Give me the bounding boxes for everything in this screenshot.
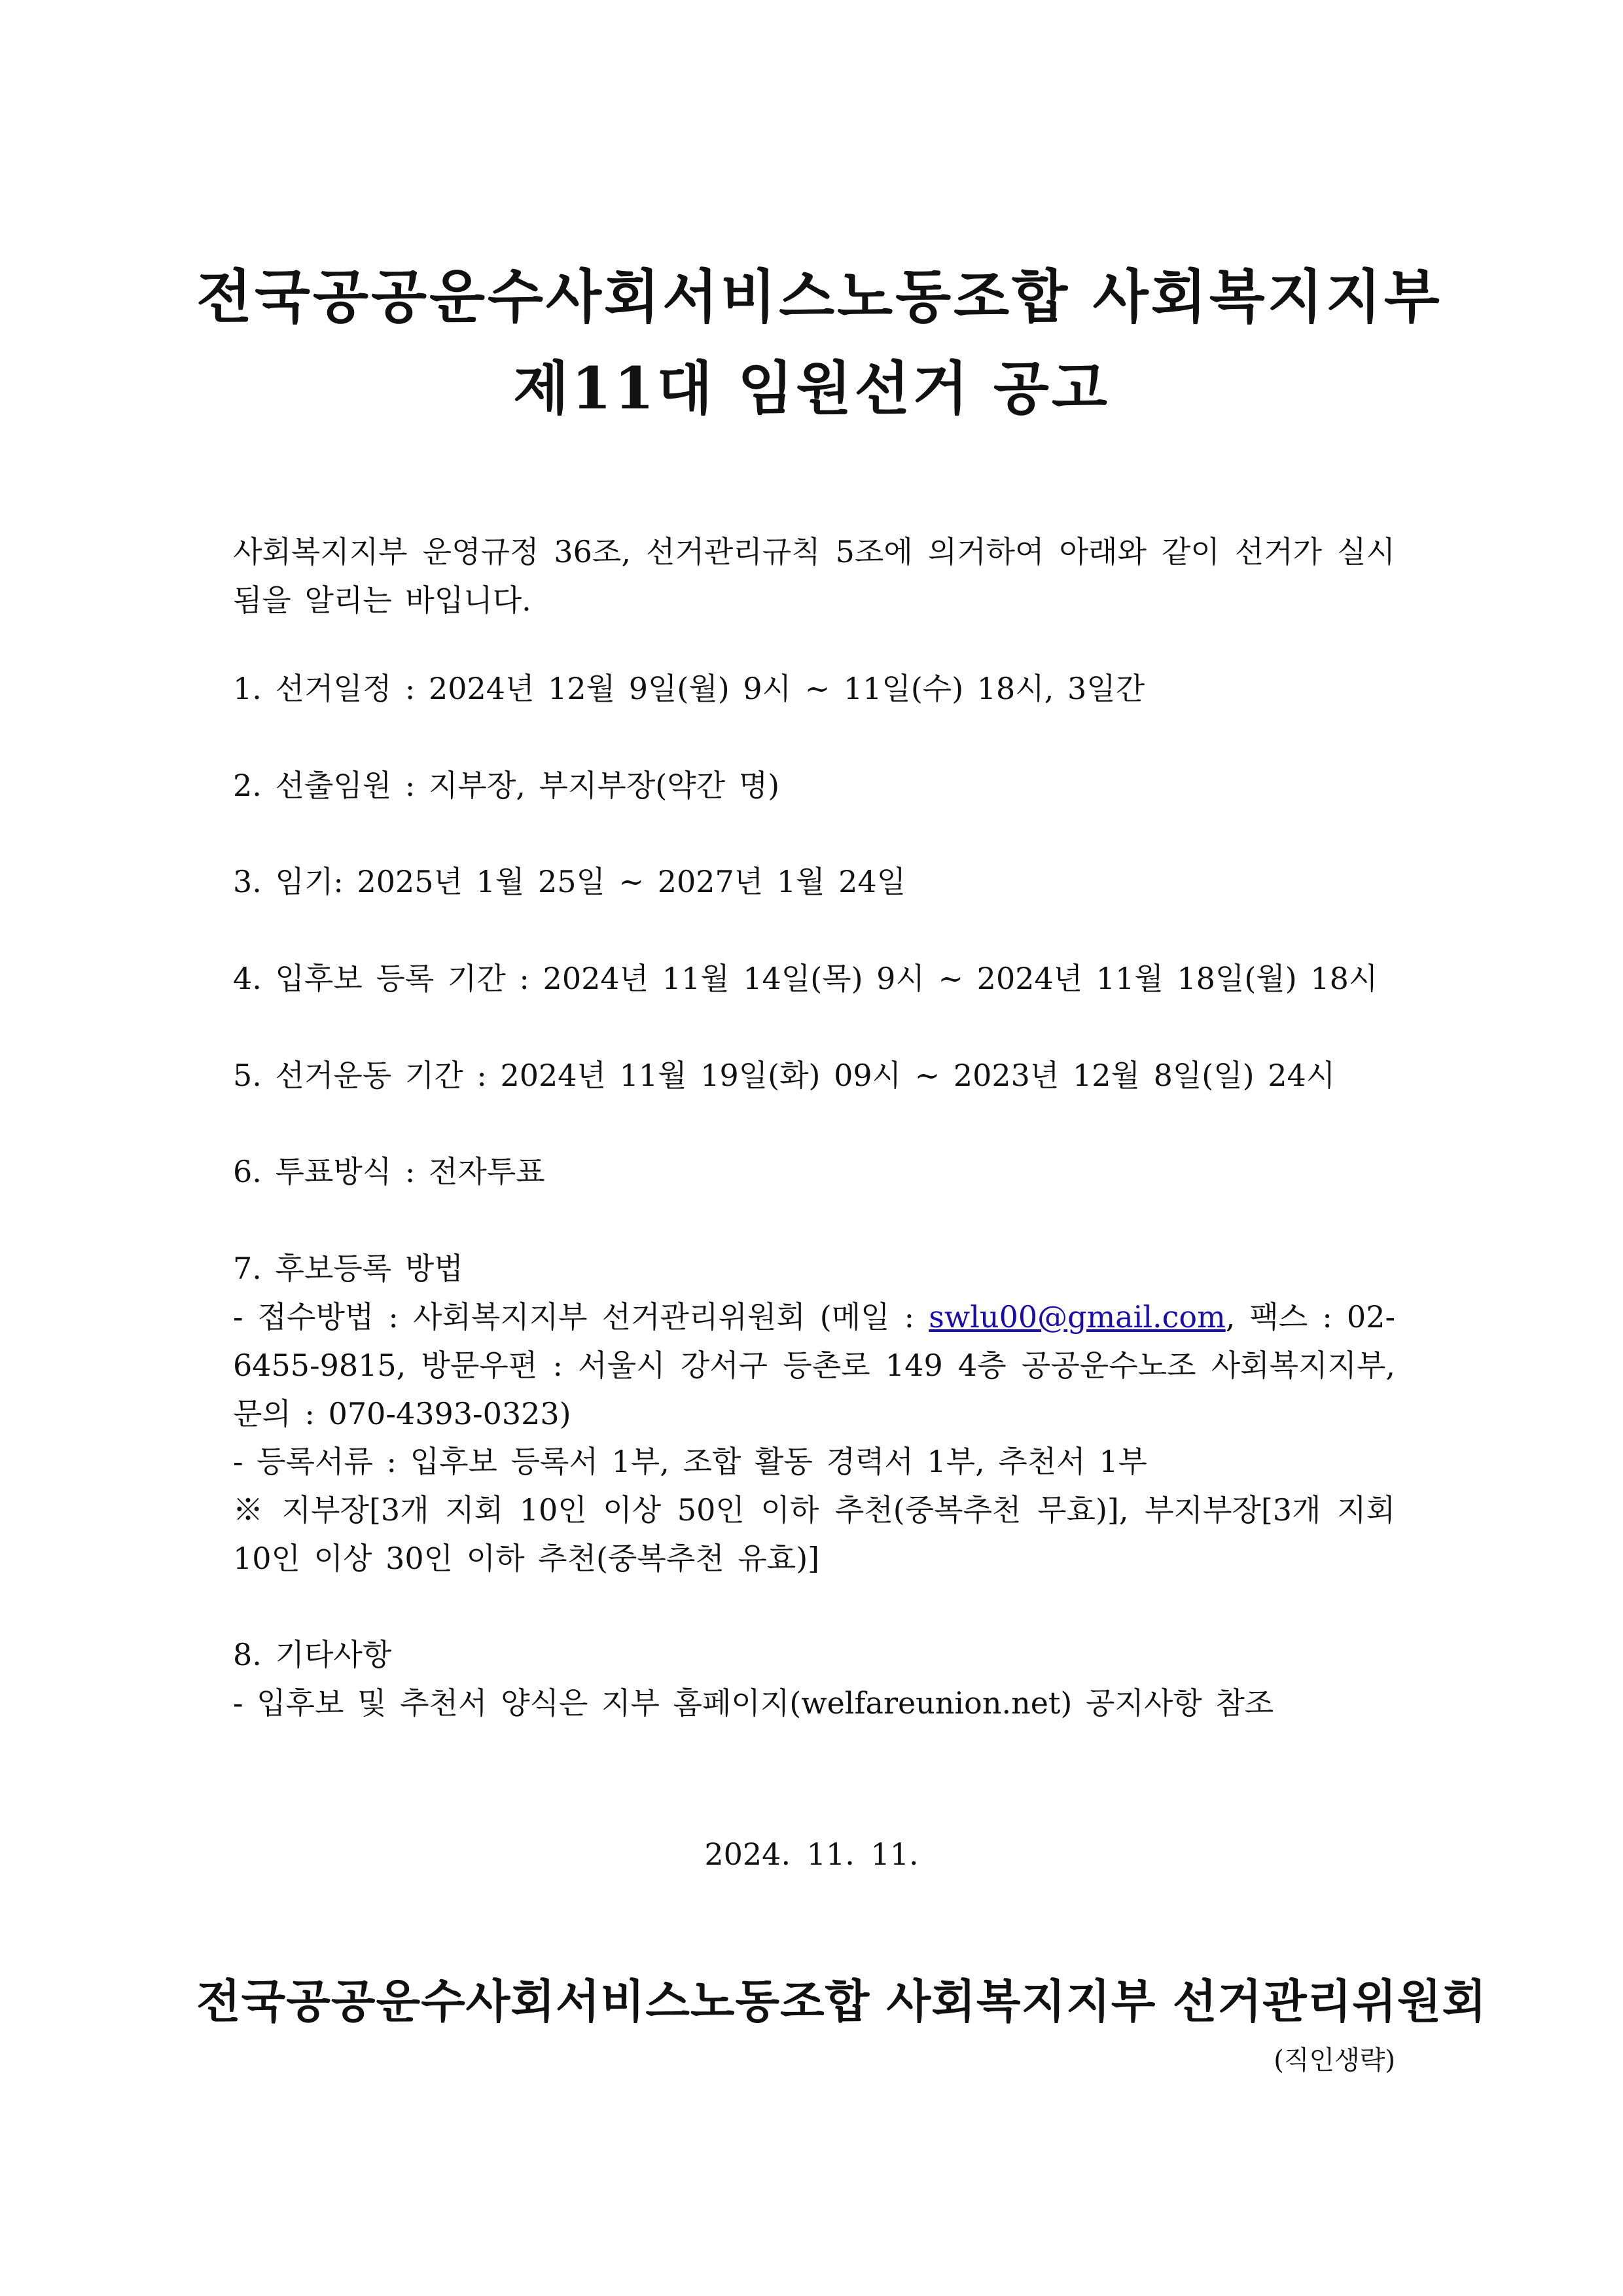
item-positions: 2. 선출임원 : 지부장, 부지부장(약간 명)	[233, 768, 780, 803]
notice-title-line2: 제11대 임원선거 공고	[513, 354, 1110, 422]
reception-suffix: , 팩스 : 02-6455-9815, 방문우편 : 서울시 강서구 등촌로 149 4층 공공운수노조 사회복지지부, 문의 : 070-4393-0323)	[233, 1299, 1396, 1431]
item-candidate-registration: 4. 입후보 등록 기간 : 2024년 11월 14일(목) 9시 ~ 2024년 11월 18일(월) 18시	[233, 961, 1378, 996]
reception-prefix: - 접수방법 : 사회복지지부 선거관리위원회 (메일 :	[233, 1299, 929, 1335]
intro-paragraph: 사회복지지부 운영규정 36조, 선거관리규칙 5조에 의거하여 아래와 같이 선거가 실시됨을 알리는 바입니다.	[233, 534, 1395, 618]
recommendation-note: ※ 지부장[3개 지회 10인 이상 50인 이하 추천(중복추천 무효)], 부지부장[3개 지회 10인 이상 30인 이하 추천(중복추천 유효)]	[233, 1492, 1395, 1576]
notice-title-line1: 전국공공운수사회서비스노동조합 사회복지지부	[196, 262, 1442, 331]
item-schedule: 1. 선거일정 : 2024년 12월 9일(월) 9시 ~ 11일(수) 18시, 3일간	[233, 671, 1145, 706]
registration-documents: - 등록서류 : 입후보 등록서 1부, 조합 활동 경력서 1부, 추천서 1부	[233, 1444, 1147, 1479]
email-link[interactable]: swlu00@gmail.com	[929, 1299, 1226, 1335]
committee-signature: 전국공공운수사회서비스노동조합 사회복지지부 선거관리위원회	[196, 1974, 1488, 2028]
item-other-heading: 8. 기타사항	[233, 1637, 392, 1672]
item-campaign-period: 5. 선거운동 기간 : 2024년 11월 19일(화) 09시 ~ 2023년 12월 8일(일) 24시	[233, 1058, 1336, 1093]
seal-omitted-note: (직인생략)	[1274, 2045, 1395, 2075]
reception-method-paragraph	[233, 1293, 1395, 1438]
item-other-text: - 입후보 및 추천서 양식은 지부 홈페이지(welfareunion.net) 공지사항 참조	[233, 1685, 1274, 1721]
item-voting-method: 6. 투표방식 : 전자투표	[233, 1154, 545, 1189]
item-registration-method-heading: 7. 후보등록 방법	[233, 1251, 463, 1286]
item-term: 3. 임기: 2025년 1월 25일 ~ 2027년 1월 24일	[233, 864, 906, 899]
notice-date: 2024. 11. 11.	[704, 1837, 919, 1872]
